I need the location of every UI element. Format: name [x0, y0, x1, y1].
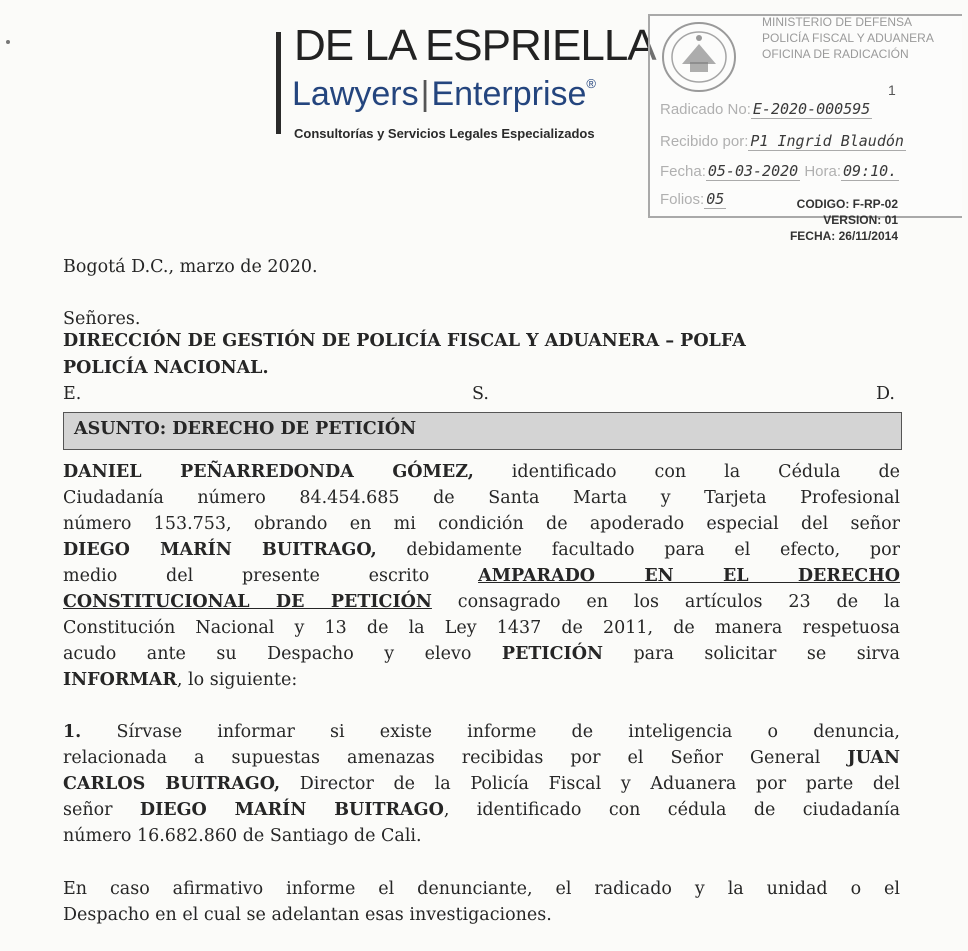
esd-s: S. [472, 384, 489, 404]
stamp-recibido [660, 132, 906, 150]
fecha-value: 05-03-2020 [707, 162, 799, 180]
subject-text: ASUNTO: DERECHO DE PETICIÓN [74, 419, 417, 439]
folios-label: Folios: [660, 191, 705, 208]
peticion-emphasis: PETICIÓN [501, 644, 603, 664]
item-1-line-4 [63, 797, 900, 823]
stamp-header [762, 14, 934, 62]
scan-speck [6, 40, 10, 44]
document-codes [760, 196, 898, 244]
paragraph-1-line-3: número 153.753, obrando en mi condición de apoderado especial del señor [63, 514, 900, 534]
paragraph-1-text-8b: para solicitar se sirva [602, 644, 900, 664]
paragraph-2-line-2: Despacho en el cual se adelantan esas investigaciones. [63, 905, 552, 925]
paragraph-1-text-1: identificado con la Cédula de [473, 462, 901, 482]
informar-emphasis: INFORMAR [63, 670, 177, 690]
paragraph-1-text-4: debidamente facultado para el efecto, por [376, 540, 900, 560]
item-1-line-1 [63, 719, 900, 745]
item-1-text-1: Sírvase informar si existe informe de inteligencia o denuncia, [81, 722, 900, 742]
letterhead-title: DE LA ESPRIELLA [294, 21, 656, 70]
registered-mark: ® [586, 76, 597, 91]
client-name: DIEGO MARÍN BUITRAGO, [63, 540, 377, 560]
item-1-text-4b: , identificado con cédula de ciudadanía [443, 800, 900, 820]
hora-label: Hora: [804, 163, 842, 180]
stamp-folios [660, 190, 726, 208]
general-last-name: CARLOS BUITRAGO, [63, 774, 281, 794]
codigo-text: CODIGO: F-RP-02 [796, 197, 898, 211]
paragraph-1-line-4 [63, 537, 900, 563]
stamp-policia: POLICÍA FISCAL Y ADUANERA [762, 31, 934, 45]
general-first-name: JUAN [847, 748, 900, 768]
subject-box [63, 412, 902, 450]
item-1-text-4: señor [63, 800, 140, 820]
item-1-line-2 [63, 745, 900, 771]
item-1-line-3 [63, 771, 900, 797]
fecha-doc-text: FECHA: 26/11/2014 [789, 229, 898, 243]
recibido-label: Recibido por: [660, 133, 749, 150]
stamp-radicado [660, 100, 872, 118]
hora-value: 09:10. [843, 162, 898, 180]
stamp-oficina: OFICINA DE RADICACIÓN [762, 47, 909, 61]
addressee-line-1: DIRECCIÓN DE GESTIÓN DE POLICÍA FISCAL Y ADUANERA – POLFA [63, 331, 746, 351]
addressee-line-2: POLICÍA NACIONAL. [63, 358, 269, 378]
constitucional-emphasis: CONSTITUCIONAL DE PETICIÓN [63, 592, 432, 612]
stamp-number: 1 [888, 82, 896, 98]
paragraph-1-line-7: Constitución Nacional y 13 de la Ley 1437 de 2011, de manera respetuosa [63, 618, 900, 638]
letterhead-tagline: Consultorías y Servicios Legales Especializados [294, 126, 595, 141]
paragraph-1-line-9 [63, 667, 900, 693]
letterhead-lawyers: Lawyers [292, 75, 419, 113]
fecha-label: Fecha: [660, 163, 706, 180]
attorney-name: DANIEL PEÑARREDONDA GÓMEZ, [63, 462, 474, 482]
stamp-ministerio: MINISTERIO DE DEFENSA [762, 15, 913, 29]
item-1-text-2: relacionada a supuestas amenazas recibidas por el Señor General [63, 748, 848, 768]
item-1-text-3: Director de la Policía Fiscal y Aduanera por parte del [280, 774, 900, 794]
version-text: VERSION: 01 [823, 213, 898, 227]
paragraph-1-line-5 [63, 563, 900, 589]
paragraph-1-text-9: , lo siguiente: [176, 670, 298, 690]
stamp-fecha-hora [660, 162, 899, 180]
radicado-value: E-2020-000595 [752, 100, 871, 118]
radicado-label: Radicado No: [660, 101, 751, 118]
police-seal-icon [660, 20, 738, 94]
paragraph-1-text-5: medio del presente escrito [63, 566, 479, 586]
paragraph-1-text-8: acudo ante su Despacho y elevo [63, 644, 502, 664]
paragraph-1-line-2: Ciudadanía número 84.454.685 de Santa Marta y Tarjeta Profesional [63, 488, 900, 508]
item-1-client-name: DIEGO MARÍN BUITRAGO [139, 800, 444, 820]
esd-e: E. [63, 384, 82, 404]
esd-d: D. [876, 384, 895, 404]
paragraph-2-line-1: En caso afirmativo informe el denunciante, el radicado y la unidad o el [63, 879, 900, 899]
letterhead-enterprise: Enterprise [431, 75, 587, 113]
item-1-line-5: número 16.682.860 de Santiago de Cali. [63, 826, 422, 846]
salutation: Señores. [63, 309, 141, 329]
paragraph-1-line-1 [63, 459, 900, 485]
folios-value: 05 [706, 190, 725, 208]
amparado-emphasis: AMPARADO EN EL DERECHO [478, 566, 900, 586]
letterhead-subtitle [292, 77, 596, 111]
recibido-value: P1 Ingrid Blaudón [750, 132, 904, 150]
letterhead-divider [276, 32, 281, 134]
paragraph-1-line-8 [63, 641, 900, 667]
item-1-number: 1. [63, 722, 82, 742]
paragraph-1-line-6 [63, 589, 900, 615]
letter-date: Bogotá D.C., marzo de 2020. [63, 257, 318, 277]
paragraph-1-text-6: consagrado en los artículos 23 de la [431, 592, 900, 612]
letterhead-separator: | [420, 75, 430, 113]
